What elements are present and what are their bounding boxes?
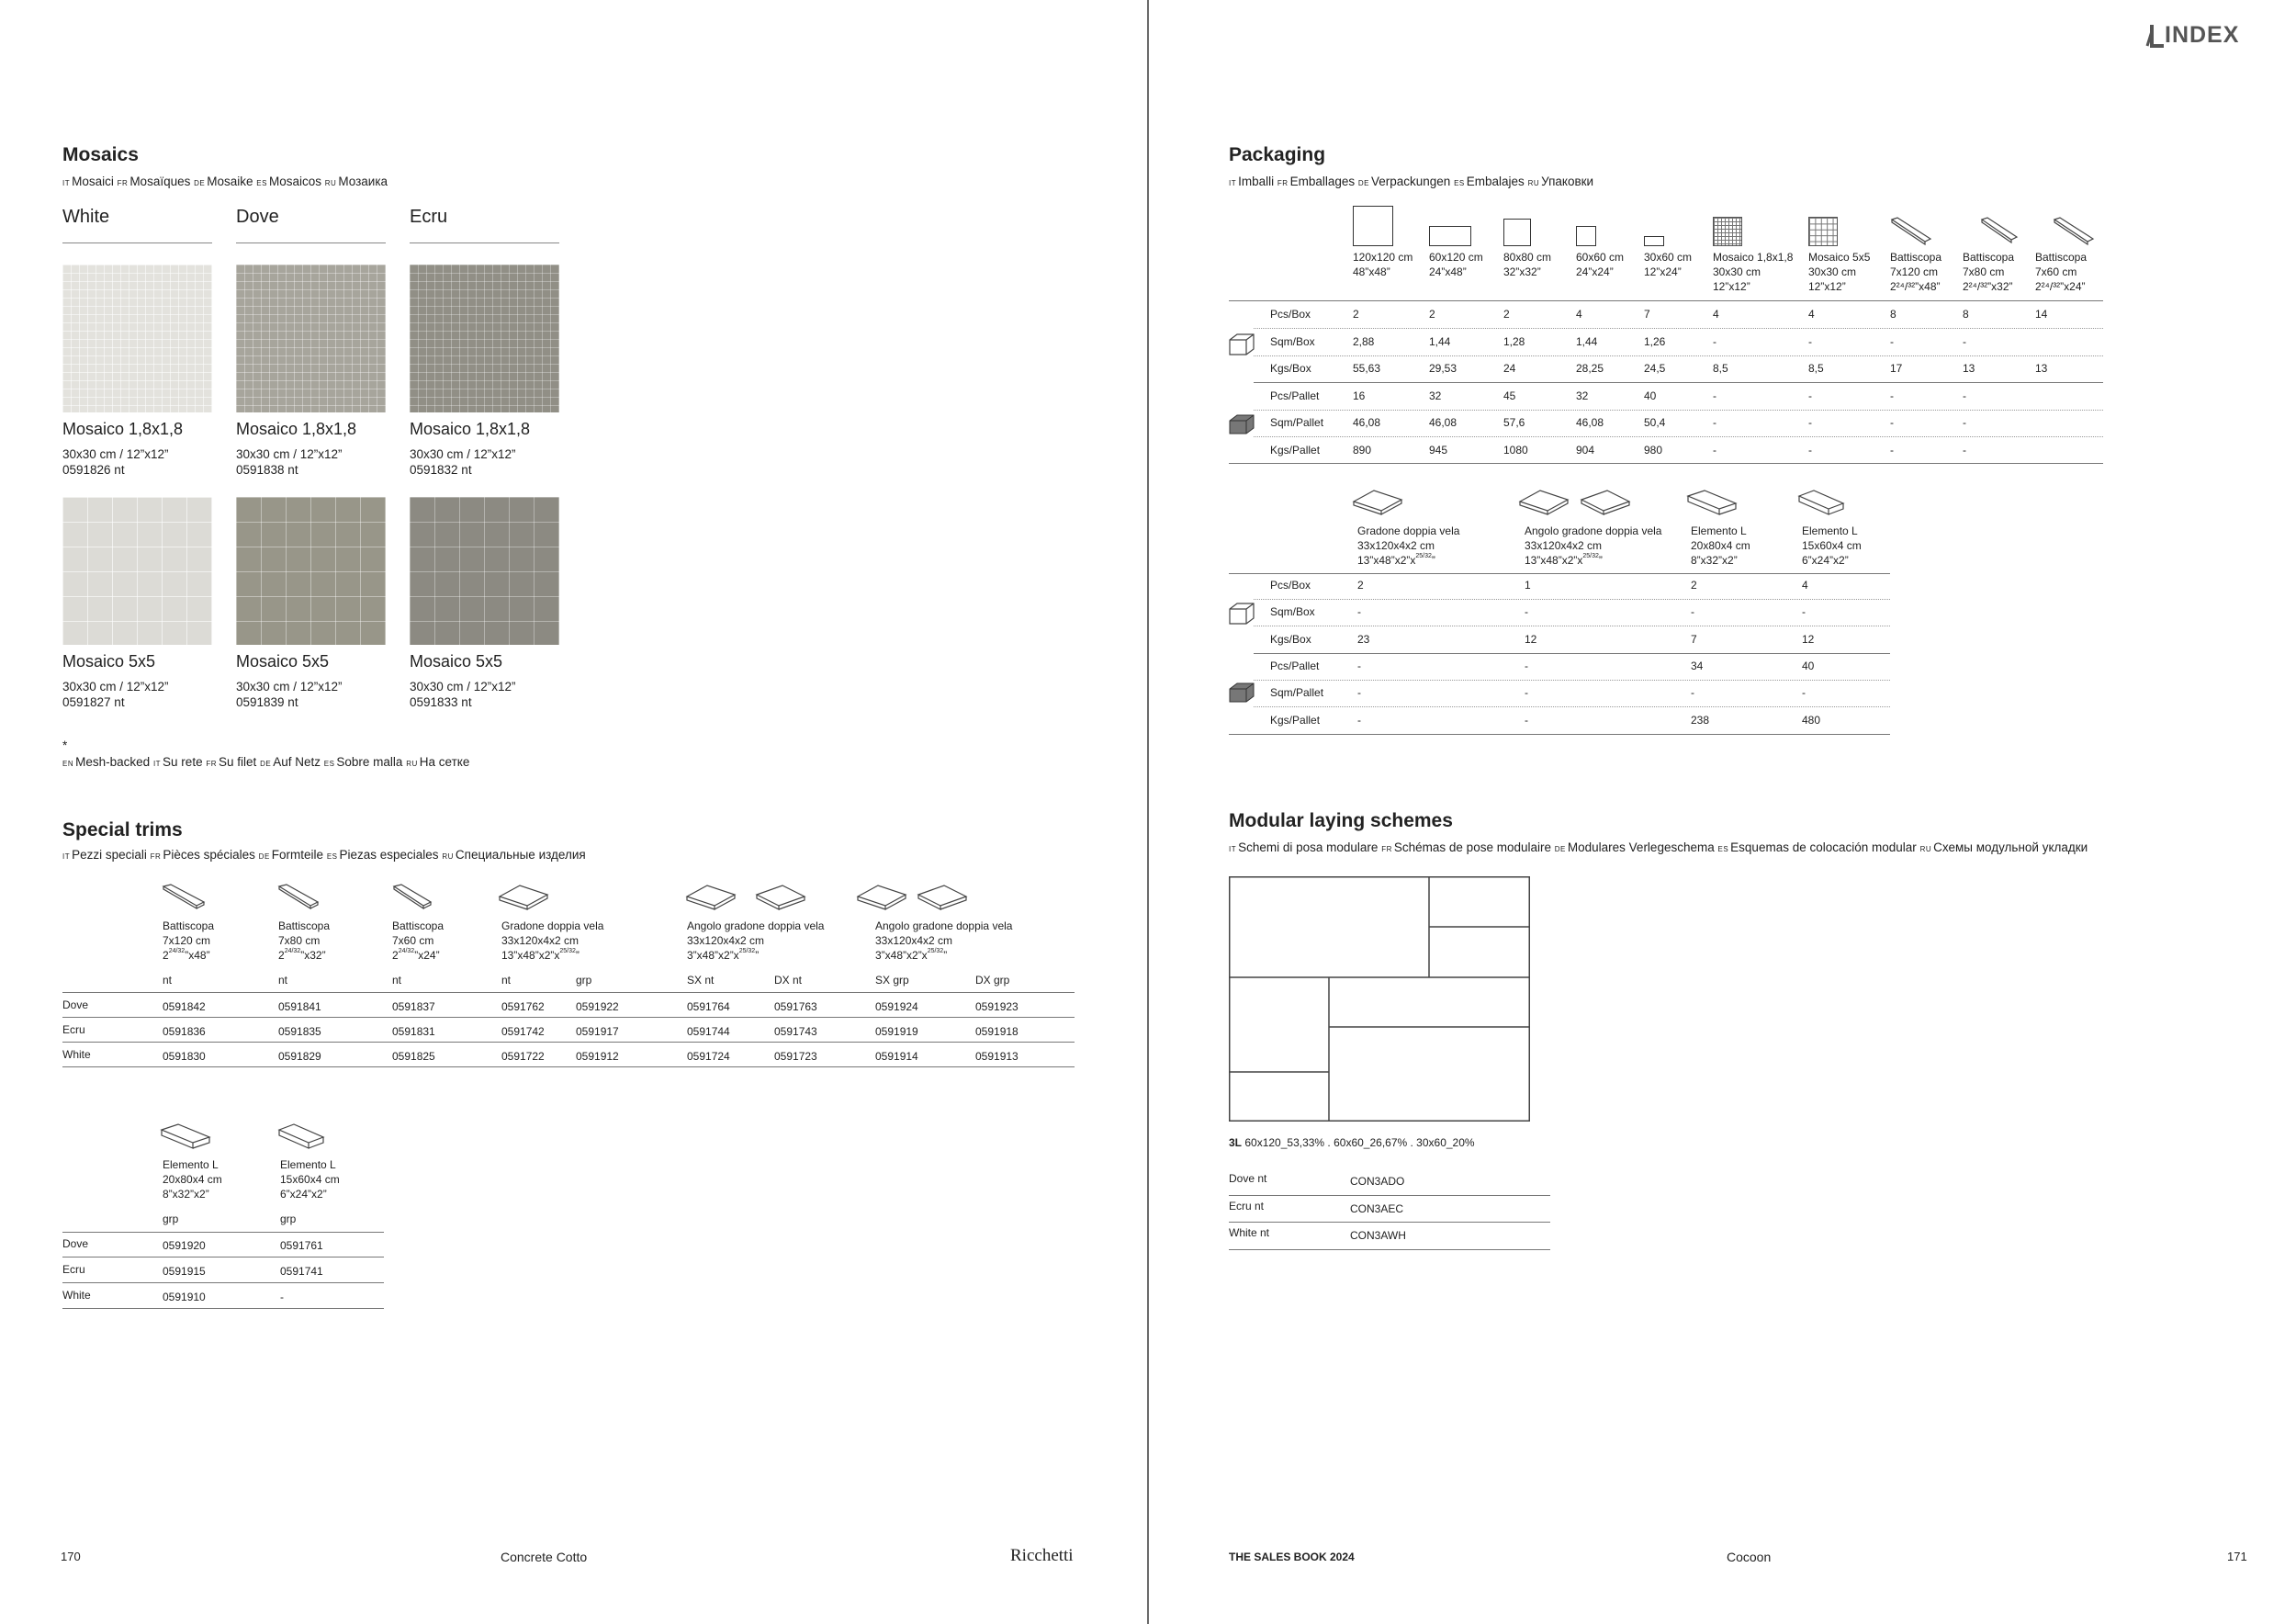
pack-cell: 904 [1576, 443, 1595, 457]
page-number-left: 170 [61, 1550, 81, 1563]
mosaic-tile-ecru-small [410, 265, 559, 412]
pack-cell: 40 [1802, 659, 1815, 672]
pack-cell: 13 [2035, 362, 2048, 375]
pack-cell: - [1713, 416, 1716, 429]
l-element-icon [160, 1122, 211, 1152]
pack-cell: 32 [1429, 389, 1442, 402]
corner-step-icon [1518, 489, 1570, 520]
pack-row-label: Kgs/Box [1270, 362, 1311, 375]
tile-code: 0591839 nt [236, 695, 298, 709]
pack-cell: 480 [1802, 713, 1821, 727]
column-header: SX grp [875, 974, 909, 987]
page-spine [1147, 0, 1149, 1624]
format-label: 80x80 cm 32”x32” [1503, 251, 1552, 278]
mosaics-translations: IT Mosaici FR Mosaïques DE Mosaike ES Mosaicos RU Мозаика [62, 175, 388, 188]
pack-cell: 890 [1353, 443, 1372, 457]
pack-cell: - [1890, 416, 1894, 429]
pack-cell: - [1963, 389, 1966, 402]
pack-cell: 4 [1713, 308, 1719, 321]
pack-cell: 57,6 [1503, 416, 1525, 429]
column-header: nt [163, 974, 173, 987]
format-80x80-icon [1503, 219, 1531, 246]
corner-step-icon [856, 884, 907, 913]
format-60x120-icon [1429, 226, 1471, 246]
color-heading-ecru: Ecru [410, 207, 448, 227]
format-skirting-icon [2053, 217, 2095, 246]
pack-cell: 2 [1429, 308, 1435, 321]
pack-cell: 1,28 [1503, 334, 1525, 348]
format-30x60-icon [1644, 236, 1664, 246]
format-label: 30x60 cm 12”x24” [1644, 251, 1693, 278]
table-rule [1254, 436, 2103, 437]
packaging-translations: IT Imballi FR Emballages DE Verpackungen ES Embalajes RU Упаковки [1229, 175, 1594, 188]
format-60x60-icon [1576, 226, 1596, 246]
format-label: Elemento L 15x60x4 cm 6”x24”x2” [1802, 524, 1862, 567]
skirting-icon [162, 884, 208, 911]
pack-cell: 32 [1576, 389, 1589, 402]
pack-cell: 8,5 [1713, 362, 1728, 375]
pack-cell: 1,44 [1429, 334, 1451, 348]
pack-cell: 2 [1353, 308, 1359, 321]
tile-name: Mosaico 1,8x1,8 [62, 420, 184, 438]
format-label: Mosaico 5x5 30x30 cm 12”x12” [1808, 251, 1871, 293]
table-rule [62, 1042, 1075, 1043]
tile-name: Mosaico 1,8x1,8 [236, 420, 357, 438]
column-header: DX grp [975, 974, 1010, 987]
pack-cell: 238 [1691, 713, 1710, 727]
format-skirting-icon [1890, 217, 1932, 246]
book-title: THE SALES BOOK 2024 [1229, 1551, 1355, 1563]
pack-cell: 1080 [1503, 443, 1528, 457]
pack-cell: 4 [1802, 579, 1808, 592]
pack-cell: 14 [2035, 308, 2048, 321]
tile-size: 30x30 cm / 12”x12” [62, 680, 169, 694]
format-label: Gradone doppia vela 33x120x4x2 cm $13”x48”x2”x^{25/32}$” [1357, 524, 1460, 567]
pack-cell: 46,08 [1576, 416, 1604, 429]
modular-translations: IT Schemi di posa modulare FR Schémas de pose modulaire DE Modulares Verlegeschema ES Esquemas de colocación modular RU Схемы модульной укладки [1229, 840, 2088, 854]
color-heading-white: White [62, 207, 110, 227]
step-icon [498, 884, 549, 913]
pack-cell: - [1808, 334, 1812, 348]
mosaic-tile-dove-large [236, 497, 386, 645]
tile-code: 0591827 nt [62, 695, 125, 709]
index-link[interactable] [2146, 22, 2239, 49]
color-rule [410, 242, 559, 243]
format-label: 120x120 cm 48”x48” [1353, 251, 1413, 278]
pack-cell: 29,53 [1429, 362, 1458, 375]
pack-cell: - [1808, 416, 1812, 429]
footnote-mark: * [62, 739, 68, 752]
tile-name: Mosaico 5x5 [236, 652, 330, 671]
table-rule [1229, 734, 1890, 735]
pack-cell: - [1963, 334, 1966, 348]
pack-cell: - [1357, 605, 1361, 619]
tile-name: Mosaico 5x5 [410, 652, 503, 671]
table-rule [62, 1232, 384, 1233]
pack-cell: 7 [1691, 632, 1697, 646]
pack-cell: 45 [1503, 389, 1516, 402]
format-label: Mosaico 1,8x1,8 30x30 cm 12”x12” [1713, 251, 1794, 293]
mosaic-tile-white-large [62, 497, 212, 645]
element-product: Elemento L 20x80x4 cm 8”x32”x2” [163, 1158, 222, 1201]
pack-cell: - [1357, 686, 1361, 700]
pack-cell: 8,5 [1808, 362, 1824, 375]
table-rule [1254, 706, 1890, 707]
format-label: Angolo gradone doppia vela 33x120x4x2 cm $13”x48”x2”x^{25/32}$” [1525, 524, 1662, 567]
pack-cell: 8 [1963, 308, 1969, 321]
column-header: grp [576, 974, 592, 987]
table-rule [62, 1308, 384, 1309]
table-rule [1254, 410, 2103, 411]
trim-product: Battiscopa 7x80 cm $2^{24/32}”x32$” [278, 919, 331, 962]
pack-cell: - [1890, 389, 1894, 402]
page-number-right: 171 [2227, 1550, 2247, 1563]
format-mosaic-large-icon [1808, 217, 1838, 246]
corner-step-icon [917, 884, 968, 913]
l-element-icon [1797, 489, 1849, 520]
step-icon [1352, 489, 1403, 520]
table-rule [1229, 1222, 1550, 1223]
table-rule [1254, 680, 1890, 681]
pack-cell: - [1963, 416, 1966, 429]
pack-cell: 55,63 [1353, 362, 1381, 375]
box-icon [1228, 602, 1255, 626]
pack-row-label: Sqm/Pallet [1270, 416, 1324, 429]
pack-cell: 46,08 [1429, 416, 1458, 429]
tile-size: 30x30 cm / 12”x12” [236, 447, 343, 461]
pack-cell: 2 [1503, 308, 1510, 321]
pack-row-label: Sqm/Pallet [1270, 686, 1324, 700]
trim-product: Battiscopa 7x60 cm $2^{24/32}”x24$” [392, 919, 445, 962]
pack-cell: - [1525, 659, 1528, 672]
tile-size: 30x30 cm / 12”x12” [410, 680, 516, 694]
column-header: DX nt [774, 974, 803, 987]
box-icon [1228, 333, 1255, 356]
pack-cell: 945 [1429, 443, 1448, 457]
column-header: grp [163, 1212, 179, 1225]
pack-cell: 13 [1963, 362, 1975, 375]
pack-cell: 46,08 [1353, 416, 1381, 429]
format-label: Battiscopa 7x60 cm 2²⁴/³²”x24” [2035, 251, 2088, 293]
footer-collection-left: Concrete Cotto [501, 1550, 588, 1564]
column-header: grp [280, 1212, 297, 1225]
format-label: Battiscopa 7x80 cm 2²⁴/³²”x32” [1963, 251, 2015, 293]
pack-row-label: Pcs/Pallet [1270, 389, 1320, 402]
tile-name: Mosaico 1,8x1,8 [410, 420, 531, 438]
tile-code: 0591833 nt [410, 695, 472, 709]
pack-cell: - [1808, 389, 1812, 402]
color-rule [62, 242, 212, 243]
laying-scheme-diagram [1229, 876, 1530, 1122]
pack-cell: 40 [1644, 389, 1657, 402]
format-label: Elemento L 20x80x4 cm 8”x32”x2” [1691, 524, 1750, 567]
mosaic-tile-dove-small [236, 265, 386, 412]
table-rule [1254, 328, 2103, 329]
column-header: nt [501, 974, 512, 987]
pack-cell: 24,5 [1644, 362, 1666, 375]
tile-size: 30x30 cm / 12”x12” [410, 447, 516, 461]
trims-title: Special trims [62, 819, 183, 840]
pack-row-label: Pcs/Box [1270, 579, 1311, 592]
pack-cell: - [1713, 334, 1716, 348]
mosaics-title: Mosaics [62, 144, 139, 165]
table-rule [62, 992, 1075, 993]
pallet-icon [1228, 413, 1255, 435]
pack-cell: 16 [1353, 389, 1366, 402]
skirting-icon [277, 884, 323, 911]
pack-cell: 12 [1525, 632, 1537, 646]
pack-cell: - [1525, 686, 1528, 700]
corner-step-icon [1580, 489, 1631, 520]
tile-size: 30x30 cm / 12”x12” [236, 680, 343, 694]
color-heading-dove: Dove [236, 207, 279, 227]
l-element-icon [277, 1122, 329, 1152]
table-rule [1229, 300, 2103, 301]
pack-row-label: Kgs/Box [1270, 632, 1311, 646]
pack-row-label: Kgs/Pallet [1270, 443, 1321, 457]
format-120x120-icon [1353, 206, 1393, 246]
pack-cell: 12 [1802, 632, 1815, 646]
pack-cell: 1 [1525, 579, 1531, 592]
pack-cell: - [1713, 443, 1716, 457]
pack-cell: 2,88 [1353, 334, 1375, 348]
pack-cell: 34 [1691, 659, 1704, 672]
corner-step-icon [685, 884, 737, 913]
tile-code: 0591826 nt [62, 463, 125, 477]
brand-logo: Ricchetti [1010, 1546, 1074, 1565]
pack-row-label: Kgs/Pallet [1270, 713, 1321, 727]
element-product: Elemento L 15x60x4 cm 6”x24”x2” [280, 1158, 340, 1201]
pack-cell: 2 [1691, 579, 1697, 592]
column-header: nt [278, 974, 288, 987]
trim-product: Gradone doppia vela 33x120x4x2 cm $13”x48”x2”x^{25/32}$” [501, 919, 604, 962]
table-rule [1229, 1249, 1550, 1250]
pack-cell: 4 [1808, 308, 1815, 321]
trim-product: Angolo gradone doppia vela 33x120x4x2 cm $3”x48”x2”x^{25/32}$” [687, 919, 825, 962]
table-rule [62, 1066, 1075, 1067]
format-skirting-icon [1980, 217, 2020, 246]
l-element-icon [1686, 489, 1738, 520]
trim-product: Angolo gradone doppia vela 33x120x4x2 cm $3”x48”x2”x^{25/32}$” [875, 919, 1013, 962]
pack-cell: 1,44 [1576, 334, 1598, 348]
pack-cell: 8 [1890, 308, 1896, 321]
table-rule [1254, 653, 1890, 654]
pack-cell: 50,4 [1644, 416, 1666, 429]
pack-cell: - [1802, 605, 1806, 619]
pack-row-label: Sqm/Box [1270, 605, 1315, 619]
index-label: INDEX [2165, 22, 2240, 48]
pack-cell: 28,25 [1576, 362, 1604, 375]
pack-cell: 24 [1503, 362, 1516, 375]
trim-product: Battiscopa 7x120 cm $2^{24/32}”x48$” [163, 919, 215, 962]
pack-cell: - [1525, 605, 1528, 619]
column-header: SX nt [687, 974, 715, 987]
pack-cell: - [1713, 389, 1716, 402]
pack-cell: 7 [1644, 308, 1650, 321]
table-rule [1229, 463, 2103, 464]
table-rule [1254, 382, 2103, 383]
table-rule [62, 1282, 384, 1283]
footer-collection-right: Cocoon [1727, 1550, 1772, 1564]
format-label: Battiscopa 7x120 cm 2²⁴/³²”x48” [1890, 251, 1942, 293]
format-label: 60x120 cm 24”x48” [1429, 251, 1483, 278]
pack-cell: - [1963, 443, 1966, 457]
table-rule [1229, 573, 1890, 574]
trims-translations: IT Pezzi speciali FR Pièces spéciales DE Formteile ES Piezas especiales RU Специальные изделия [62, 848, 586, 862]
format-label: 60x60 cm 24”x24” [1576, 251, 1625, 278]
corner-step-icon [755, 884, 806, 913]
column-header: nt [392, 974, 402, 987]
pack-cell: 1,26 [1644, 334, 1666, 348]
pack-cell: - [1691, 605, 1694, 619]
scheme-caption: 3L 60x120_53,33% . 60x60_26,67% . 30x60_20% [1229, 1136, 1475, 1149]
pack-row-label: Sqm/Box [1270, 334, 1315, 348]
pack-row-label: Pcs/Box [1270, 308, 1311, 321]
pack-cell: - [1808, 443, 1812, 457]
packaging-title: Packaging [1229, 144, 1326, 165]
format-mosaic-small-icon [1713, 217, 1742, 246]
skirting-icon [392, 884, 438, 911]
pack-row-label: Pcs/Pallet [1270, 659, 1320, 672]
pack-cell: 980 [1644, 443, 1663, 457]
tile-name: Mosaico 5x5 [62, 652, 156, 671]
table-rule [1229, 1195, 1550, 1196]
mesh-backed-note: EN Mesh-backed IT Su rete FR Su filet DE Auf Netz ES Sobre malla RU На сетке [62, 755, 470, 769]
pack-cell: 23 [1357, 632, 1370, 646]
pack-cell: - [1357, 659, 1361, 672]
mosaic-tile-white-small [62, 265, 212, 412]
color-rule [236, 242, 386, 243]
table-rule [1254, 599, 1890, 600]
mosaic-tile-ecru-large [410, 497, 559, 645]
pack-cell: - [1691, 686, 1694, 700]
pack-cell: - [1357, 713, 1361, 727]
pallet-icon [1228, 682, 1255, 704]
tile-code: 0591838 nt [236, 463, 298, 477]
tile-size: 30x30 cm / 12”x12” [62, 447, 169, 461]
pack-cell: - [1890, 334, 1894, 348]
pack-cell: 17 [1890, 362, 1903, 375]
modular-title: Modular laying schemes [1229, 810, 1453, 831]
table-rule [1254, 355, 2103, 356]
table-rule [62, 1017, 1075, 1018]
pack-cell: - [1802, 686, 1806, 700]
index-logo-icon [2146, 24, 2165, 48]
pack-cell: - [1890, 443, 1894, 457]
pack-cell: - [1525, 713, 1528, 727]
pack-cell: 4 [1576, 308, 1582, 321]
pack-cell: 2 [1357, 579, 1364, 592]
tile-code: 0591832 nt [410, 463, 472, 477]
